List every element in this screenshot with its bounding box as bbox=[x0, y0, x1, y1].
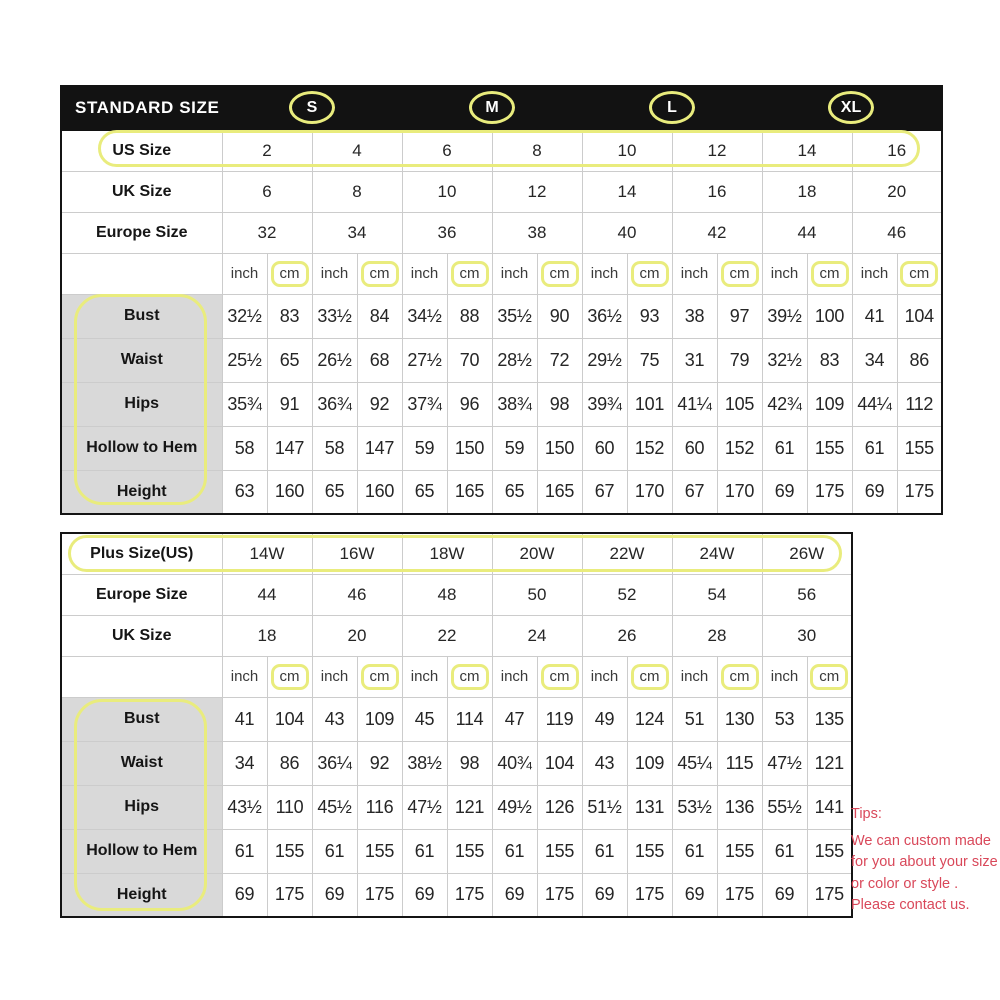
measurement-value: 79 bbox=[717, 338, 762, 382]
unit-cm-highlight: cm bbox=[811, 261, 849, 287]
measurement-row bbox=[61, 785, 852, 829]
unit-inch-label: inch bbox=[312, 253, 357, 294]
size-value: 2 bbox=[222, 130, 312, 171]
measurement-value: 61 bbox=[402, 829, 447, 873]
measurement-value: 41 bbox=[222, 697, 267, 741]
measurement-value: 51 bbox=[672, 697, 717, 741]
size-value: 30 bbox=[762, 615, 852, 656]
measurement-value: 72 bbox=[537, 338, 582, 382]
measurement-value: 86 bbox=[897, 338, 942, 382]
measurement-value: 114 bbox=[447, 697, 492, 741]
measurement-value: 86 bbox=[267, 741, 312, 785]
measurement-value: 104 bbox=[267, 697, 312, 741]
measurement-value: 65 bbox=[312, 470, 357, 514]
unit-cm-highlight: cm bbox=[271, 261, 309, 287]
measurement-value: 110 bbox=[267, 785, 312, 829]
size-value: 22W bbox=[582, 533, 672, 574]
size-value: 4 bbox=[312, 130, 402, 171]
measurement-value: 88 bbox=[447, 294, 492, 338]
size-value: 10 bbox=[402, 171, 492, 212]
size-value: 14 bbox=[582, 171, 672, 212]
measurement-value: 33½ bbox=[312, 294, 357, 338]
measurement-row bbox=[61, 697, 852, 741]
measurement-value: 39¾ bbox=[582, 382, 627, 426]
size-value: 56 bbox=[762, 574, 852, 615]
size-value: 8 bbox=[492, 130, 582, 171]
measurement-value: 155 bbox=[717, 829, 762, 873]
measurement-value: 104 bbox=[897, 294, 942, 338]
measurement-row bbox=[61, 426, 942, 470]
size-value: 16 bbox=[672, 171, 762, 212]
measurement-value: 165 bbox=[447, 470, 492, 514]
size-value: 20 bbox=[852, 171, 942, 212]
size-value: 52 bbox=[582, 574, 672, 615]
size-value: 48 bbox=[402, 574, 492, 615]
size-value: 54 bbox=[672, 574, 762, 615]
measurement-value: 116 bbox=[357, 785, 402, 829]
size-value: 6 bbox=[222, 171, 312, 212]
unit-cm-label bbox=[717, 253, 762, 294]
unit-cm-label bbox=[537, 656, 582, 697]
unit-inch-label: inch bbox=[672, 253, 717, 294]
unit-cm-highlight: cm bbox=[541, 664, 579, 690]
measurement-value: 70 bbox=[447, 338, 492, 382]
measurement-value: 27½ bbox=[402, 338, 447, 382]
measurement-row bbox=[61, 829, 852, 873]
size-value: 18W bbox=[402, 533, 492, 574]
measurement-value: 141 bbox=[807, 785, 852, 829]
size-value: 16W bbox=[312, 533, 402, 574]
measurement-value: 160 bbox=[357, 470, 402, 514]
size-row bbox=[61, 130, 942, 171]
measurement-value: 38½ bbox=[402, 741, 447, 785]
size-value: 20W bbox=[492, 533, 582, 574]
measurement-value: 67 bbox=[672, 470, 717, 514]
measurement-value: 47½ bbox=[762, 741, 807, 785]
measurement-value: 49 bbox=[582, 697, 627, 741]
size-value: 12 bbox=[672, 130, 762, 171]
size-value: 46 bbox=[852, 212, 942, 253]
size-value: 18 bbox=[762, 171, 852, 212]
measurement-value: 69 bbox=[852, 470, 897, 514]
measurement-value: 175 bbox=[267, 873, 312, 917]
measurement-value: 39½ bbox=[762, 294, 807, 338]
measurement-value: 61 bbox=[852, 426, 897, 470]
measurement-value: 112 bbox=[897, 382, 942, 426]
size-value: 18 bbox=[222, 615, 312, 656]
size-value: 12 bbox=[492, 171, 582, 212]
measurement-value: 36¾ bbox=[312, 382, 357, 426]
size-value: 50 bbox=[492, 574, 582, 615]
unit-inch-label: inch bbox=[672, 656, 717, 697]
unit-cm-highlight: cm bbox=[810, 664, 848, 690]
unit-inch-label: inch bbox=[492, 656, 537, 697]
size-value: 14W bbox=[222, 533, 312, 574]
size-row bbox=[61, 533, 852, 574]
measurement-label: Hollow to Hem bbox=[61, 829, 222, 873]
standard-size-table-section bbox=[60, 85, 943, 515]
tips-title: Tips: bbox=[851, 806, 882, 822]
measurement-value: 69 bbox=[762, 873, 807, 917]
measurement-label: Height bbox=[61, 470, 222, 514]
unit-cm-label bbox=[267, 253, 312, 294]
size-value: 16 bbox=[852, 130, 942, 171]
size-value: 34 bbox=[312, 212, 402, 253]
measurement-label: Height bbox=[61, 873, 222, 917]
measurement-value: 43 bbox=[582, 741, 627, 785]
measurement-value: 60 bbox=[672, 426, 717, 470]
measurement-value: 155 bbox=[627, 829, 672, 873]
measurement-value: 175 bbox=[537, 873, 582, 917]
measurement-value: 47½ bbox=[402, 785, 447, 829]
size-value: 20 bbox=[312, 615, 402, 656]
measurement-value: 155 bbox=[357, 829, 402, 873]
measurement-label: Waist bbox=[61, 338, 222, 382]
measurement-value: 109 bbox=[807, 382, 852, 426]
unit-cm-highlight: cm bbox=[451, 664, 489, 690]
unit-inch-label: inch bbox=[492, 253, 537, 294]
size-value: 28 bbox=[672, 615, 762, 656]
measurement-value: 59 bbox=[402, 426, 447, 470]
measurement-value: 83 bbox=[807, 338, 852, 382]
measurement-value: 34 bbox=[852, 338, 897, 382]
measurement-value: 36½ bbox=[582, 294, 627, 338]
size-row bbox=[61, 171, 942, 212]
measurement-value: 98 bbox=[537, 382, 582, 426]
plus-size-table-section bbox=[60, 532, 853, 918]
measurement-value: 152 bbox=[717, 426, 762, 470]
measurement-value: 45½ bbox=[312, 785, 357, 829]
measurement-value: 61 bbox=[492, 829, 537, 873]
unit-inch-label: inch bbox=[582, 253, 627, 294]
measurement-value: 47 bbox=[492, 697, 537, 741]
measurement-value: 29½ bbox=[582, 338, 627, 382]
unit-cm-highlight: cm bbox=[361, 664, 399, 690]
size-value: 42 bbox=[672, 212, 762, 253]
unit-cm-highlight: cm bbox=[631, 664, 669, 690]
measurement-value: 135 bbox=[807, 697, 852, 741]
unit-inch-label: inch bbox=[762, 253, 807, 294]
measurement-value: 92 bbox=[357, 741, 402, 785]
size-row-label: Europe Size bbox=[61, 574, 222, 615]
measurement-value: 160 bbox=[267, 470, 312, 514]
unit-inch-label: inch bbox=[582, 656, 627, 697]
size-row-label: UK Size bbox=[61, 615, 222, 656]
measurement-value: 105 bbox=[717, 382, 762, 426]
tips-line: or color or style . bbox=[851, 875, 959, 892]
measurement-row bbox=[61, 294, 942, 338]
measurement-value: 155 bbox=[897, 426, 942, 470]
empty-corner-cell bbox=[61, 656, 222, 697]
unit-cm-label bbox=[717, 656, 762, 697]
unit-cm-label bbox=[627, 656, 672, 697]
size-value: 38 bbox=[492, 212, 582, 253]
measurement-value: 40¾ bbox=[492, 741, 537, 785]
measurement-value: 69 bbox=[672, 873, 717, 917]
unit-cm-highlight: cm bbox=[361, 261, 399, 287]
measurement-value: 31 bbox=[672, 338, 717, 382]
measurement-value: 35½ bbox=[492, 294, 537, 338]
measurement-value: 92 bbox=[357, 382, 402, 426]
unit-cm-highlight: cm bbox=[631, 261, 669, 287]
measurement-value: 69 bbox=[762, 470, 807, 514]
measurement-value: 90 bbox=[537, 294, 582, 338]
tips-line: We can custom made bbox=[851, 832, 991, 849]
measurement-value: 93 bbox=[627, 294, 672, 338]
measurement-value: 26½ bbox=[312, 338, 357, 382]
size-value: 32 bbox=[222, 212, 312, 253]
size-value: 26 bbox=[582, 615, 672, 656]
measurement-value: 60 bbox=[582, 426, 627, 470]
measurement-value: 49½ bbox=[492, 785, 537, 829]
measurement-value: 63 bbox=[222, 470, 267, 514]
unit-cm-highlight: cm bbox=[541, 261, 579, 287]
measurement-value: 119 bbox=[537, 697, 582, 741]
unit-cm-label bbox=[357, 656, 402, 697]
measurement-value: 124 bbox=[627, 697, 672, 741]
size-row-label: Europe Size bbox=[61, 212, 222, 253]
measurement-value: 121 bbox=[807, 741, 852, 785]
measurement-value: 37¾ bbox=[402, 382, 447, 426]
size-value: 24W bbox=[672, 533, 762, 574]
measurement-value: 175 bbox=[717, 873, 762, 917]
measurement-value: 69 bbox=[402, 873, 447, 917]
unit-cm-label bbox=[447, 656, 492, 697]
measurement-value: 150 bbox=[447, 426, 492, 470]
measurement-value: 65 bbox=[402, 470, 447, 514]
size-value: 14 bbox=[762, 130, 852, 171]
measurement-value: 175 bbox=[807, 470, 852, 514]
measurement-row bbox=[61, 382, 942, 426]
size-value: 24 bbox=[492, 615, 582, 656]
size-row-label: UK Size bbox=[61, 171, 222, 212]
unit-cm-label bbox=[447, 253, 492, 294]
measurement-value: 32½ bbox=[762, 338, 807, 382]
measurement-value: 147 bbox=[357, 426, 402, 470]
measurement-value: 155 bbox=[447, 829, 492, 873]
measurement-value: 96 bbox=[447, 382, 492, 426]
measurement-value: 58 bbox=[312, 426, 357, 470]
measurement-value: 65 bbox=[267, 338, 312, 382]
measurement-value: 44¼ bbox=[852, 382, 897, 426]
measurement-value: 104 bbox=[537, 741, 582, 785]
measurement-value: 69 bbox=[312, 873, 357, 917]
unit-row bbox=[61, 656, 852, 697]
measurement-value: 175 bbox=[357, 873, 402, 917]
measurement-value: 38¾ bbox=[492, 382, 537, 426]
measurement-label: Hips bbox=[61, 785, 222, 829]
unit-inch-label: inch bbox=[402, 656, 447, 697]
measurement-value: 61 bbox=[762, 426, 807, 470]
unit-cm-highlight: cm bbox=[721, 261, 759, 287]
unit-inch-label: inch bbox=[402, 253, 447, 294]
measurement-value: 136 bbox=[717, 785, 762, 829]
measurement-value: 36¼ bbox=[312, 741, 357, 785]
measurement-value: 34½ bbox=[402, 294, 447, 338]
measurement-value: 32½ bbox=[222, 294, 267, 338]
measurement-label: Bust bbox=[61, 697, 222, 741]
measurement-value: 61 bbox=[222, 829, 267, 873]
size-value: 44 bbox=[222, 574, 312, 615]
measurement-value: 28½ bbox=[492, 338, 537, 382]
measurement-value: 155 bbox=[267, 829, 312, 873]
unit-inch-label: inch bbox=[312, 656, 357, 697]
measurement-row bbox=[61, 470, 942, 514]
size-row-label: US Size bbox=[61, 130, 222, 171]
unit-cm-label bbox=[807, 253, 852, 294]
measurement-value: 61 bbox=[762, 829, 807, 873]
measurement-value: 155 bbox=[537, 829, 582, 873]
measurement-value: 25½ bbox=[222, 338, 267, 382]
tips-lines bbox=[851, 831, 998, 917]
tips-note bbox=[851, 804, 998, 917]
measurement-value: 126 bbox=[537, 785, 582, 829]
measurement-value: 175 bbox=[447, 873, 492, 917]
measurement-label: Waist bbox=[61, 741, 222, 785]
size-row bbox=[61, 212, 942, 253]
size-row-label: Plus Size(US) bbox=[61, 533, 222, 574]
plus-size-table bbox=[60, 532, 853, 918]
unit-cm-label bbox=[807, 656, 852, 697]
measurement-value: 150 bbox=[537, 426, 582, 470]
measurement-value: 98 bbox=[447, 741, 492, 785]
size-badge-l: L bbox=[649, 91, 695, 124]
size-row bbox=[61, 615, 852, 656]
measurement-value: 65 bbox=[492, 470, 537, 514]
size-row bbox=[61, 574, 852, 615]
standard-table-header-bar bbox=[61, 86, 942, 130]
measurement-value: 69 bbox=[492, 873, 537, 917]
unit-cm-label bbox=[627, 253, 672, 294]
measurement-value: 34 bbox=[222, 741, 267, 785]
measurement-value: 130 bbox=[717, 697, 762, 741]
measurement-value: 109 bbox=[357, 697, 402, 741]
unit-inch-label: inch bbox=[222, 656, 267, 697]
size-value: 46 bbox=[312, 574, 402, 615]
measurement-value: 41 bbox=[852, 294, 897, 338]
measurement-value: 55½ bbox=[762, 785, 807, 829]
unit-cm-highlight: cm bbox=[271, 664, 309, 690]
measurement-value: 84 bbox=[357, 294, 402, 338]
size-badge-m: M bbox=[469, 91, 515, 124]
measurement-value: 75 bbox=[627, 338, 672, 382]
unit-cm-highlight: cm bbox=[900, 261, 938, 287]
measurement-value: 61 bbox=[582, 829, 627, 873]
measurement-value: 61 bbox=[672, 829, 717, 873]
size-value: 36 bbox=[402, 212, 492, 253]
unit-inch-label: inch bbox=[762, 656, 807, 697]
unit-cm-label bbox=[537, 253, 582, 294]
measurement-value: 100 bbox=[807, 294, 852, 338]
measurement-value: 170 bbox=[717, 470, 762, 514]
measurement-value: 59 bbox=[492, 426, 537, 470]
measurement-value: 68 bbox=[357, 338, 402, 382]
measurement-value: 58 bbox=[222, 426, 267, 470]
unit-cm-label bbox=[357, 253, 402, 294]
measurement-value: 61 bbox=[312, 829, 357, 873]
measurement-value: 147 bbox=[267, 426, 312, 470]
measurement-value: 152 bbox=[627, 426, 672, 470]
measurement-value: 42¾ bbox=[762, 382, 807, 426]
measurement-value: 109 bbox=[627, 741, 672, 785]
measurement-row bbox=[61, 873, 852, 917]
size-value: 40 bbox=[582, 212, 672, 253]
measurement-value: 97 bbox=[717, 294, 762, 338]
measurement-value: 53½ bbox=[672, 785, 717, 829]
measurement-value: 165 bbox=[537, 470, 582, 514]
measurement-value: 121 bbox=[447, 785, 492, 829]
measurement-value: 69 bbox=[582, 873, 627, 917]
measurement-value: 115 bbox=[717, 741, 762, 785]
measurement-value: 53 bbox=[762, 697, 807, 741]
measurement-value: 38 bbox=[672, 294, 717, 338]
empty-corner-cell bbox=[61, 253, 222, 294]
unit-inch-label: inch bbox=[852, 253, 897, 294]
measurement-value: 175 bbox=[627, 873, 672, 917]
measurement-value: 155 bbox=[807, 426, 852, 470]
measurement-value: 43½ bbox=[222, 785, 267, 829]
size-value: 22 bbox=[402, 615, 492, 656]
unit-cm-label bbox=[897, 253, 942, 294]
unit-cm-label bbox=[267, 656, 312, 697]
measurement-label: Hips bbox=[61, 382, 222, 426]
unit-cm-highlight: cm bbox=[451, 261, 489, 287]
measurement-value: 170 bbox=[627, 470, 672, 514]
measurement-row bbox=[61, 741, 852, 785]
size-value: 10 bbox=[582, 130, 672, 171]
measurement-value: 43 bbox=[312, 697, 357, 741]
unit-row bbox=[61, 253, 942, 294]
measurement-value: 41¼ bbox=[672, 382, 717, 426]
size-badge-xl: XL bbox=[828, 91, 874, 124]
measurement-value: 101 bbox=[627, 382, 672, 426]
tips-line: for you about your size bbox=[851, 854, 998, 870]
measurement-value: 175 bbox=[897, 470, 942, 514]
measurement-value: 83 bbox=[267, 294, 312, 338]
measurement-value: 67 bbox=[582, 470, 627, 514]
measurement-value: 45 bbox=[402, 697, 447, 741]
measurement-value: 175 bbox=[807, 873, 852, 917]
size-value: 6 bbox=[402, 130, 492, 171]
tips-line: Please contact us. bbox=[851, 897, 970, 913]
measurement-row bbox=[61, 338, 942, 382]
measurement-value: 45¼ bbox=[672, 741, 717, 785]
measurement-value: 131 bbox=[627, 785, 672, 829]
unit-cm-highlight: cm bbox=[721, 664, 759, 690]
measurement-value: 35¾ bbox=[222, 382, 267, 426]
unit-inch-label: inch bbox=[222, 253, 267, 294]
measurement-value: 69 bbox=[222, 873, 267, 917]
measurement-label: Hollow to Hem bbox=[61, 426, 222, 470]
standard-size-table bbox=[60, 85, 943, 515]
size-value: 26W bbox=[762, 533, 852, 574]
size-value: 8 bbox=[312, 171, 402, 212]
standard-table-title: STANDARD SIZE bbox=[75, 98, 220, 117]
size-badge-s: S bbox=[289, 91, 335, 124]
measurement-value: 155 bbox=[807, 829, 852, 873]
measurement-value: 51½ bbox=[582, 785, 627, 829]
size-value: 44 bbox=[762, 212, 852, 253]
measurement-value: 91 bbox=[267, 382, 312, 426]
measurement-label: Bust bbox=[61, 294, 222, 338]
